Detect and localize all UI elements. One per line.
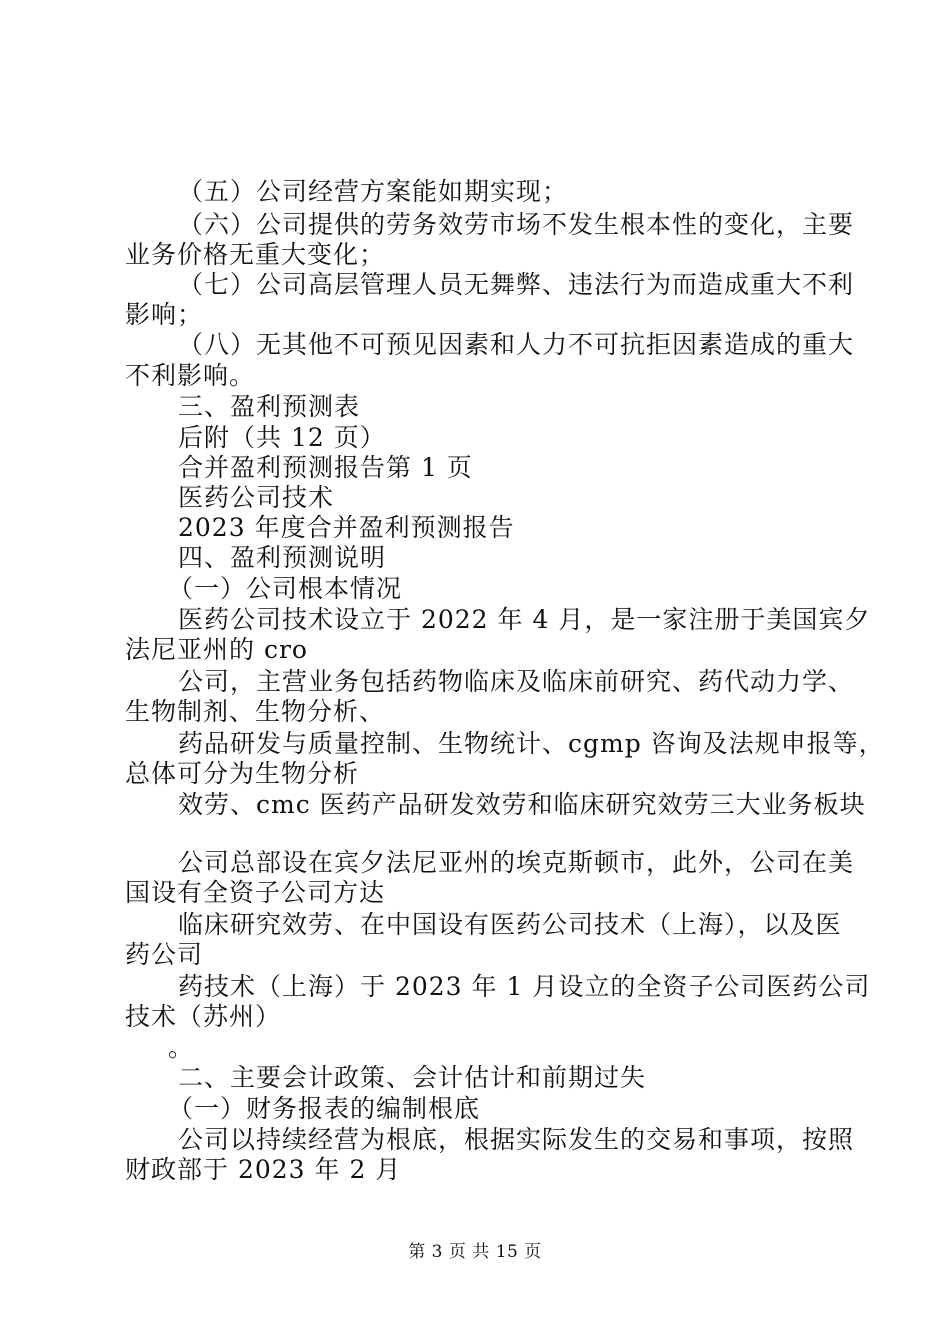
subsection-heading: （一）财务报表的编制根底 [168,1094,481,1123]
text-line: 医药公司技术 [178,483,335,512]
page-number: 第 3 页 共 15 页 [408,1242,542,1262]
subsection-heading: （一）公司根本情况 [168,574,403,603]
text-line: 后附（共 12 页） [178,423,386,452]
text-line: 药品研发与质量控制、生物统计、cgmp 咨询及法规申报等， [178,729,885,758]
text-line: 国设有全资子公司方达 [125,878,386,907]
text-line: 临床研究效劳、在中国设有医药公司技术（上海），以及医 [178,910,842,939]
text-line: （八）无其他不可预见因素和人力不可抗拒因素造成的重大 [178,330,855,359]
text-line: 业务价格无重大变化； [125,240,386,269]
text-line: 影响； [125,300,204,329]
text-line: 医药公司技术设立于 2022 年 4 月，是一家注册于美国宾夕 [178,605,871,634]
text-line: 合并盈利预测报告第 1 页 [178,453,473,482]
text-line: （六）公司提供的劳务效劳市场不发生根本性的变化，主要 [178,210,855,239]
text-line: 效劳、cmc 医药产品研发效劳和临床研究效劳三大业务板块 [178,790,866,819]
text-line: 不利影响。 [125,361,256,390]
text-line: 公司，主营业务包括药物临床及临床前研究、药代动力学、 [178,667,855,696]
text-line: 药公司 [125,940,204,969]
text-line: 2023 年度合并盈利预测报告 [178,513,515,542]
text-line: 药技术（上海）于 2023 年 1 月设立的全资子公司医药公司 [178,972,871,1001]
text-line: 总体可分为生物分析 [125,759,360,788]
text-line: 生物制剂、生物分析、 [125,697,386,726]
section-heading: 四、盈利预测说明 [178,543,387,572]
text-line: 。 [168,1033,195,1062]
section-heading: 二、主要会计政策、会计估计和前期过失 [178,1063,647,1092]
text-line: （七）公司高层管理人员无舞弊、违法行为而造成重大不利 [178,270,855,299]
text-line: 公司以持续经营为根底，根据实际发生的交易和事项，按照 [178,1125,855,1154]
text-line: 法尼亚州的 cro [125,635,308,664]
section-heading: 三、盈利预测表 [178,392,361,421]
text-line: 公司总部设在宾夕法尼亚州的埃克斯顿市，此外，公司在美 [178,848,855,877]
text-line: 财政部于 2023 年 2 月 [125,1155,402,1184]
text-line: （五）公司经营方案能如期实现； [178,177,569,206]
text-line: 技术（苏州） [125,1002,282,1031]
